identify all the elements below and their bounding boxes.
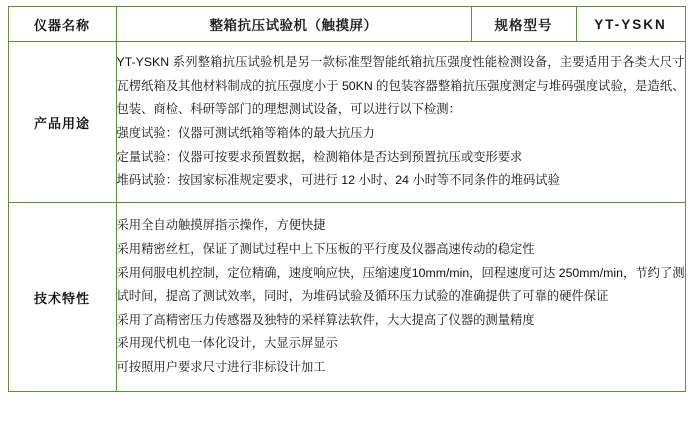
features-label: 技术特性 (8, 203, 116, 392)
usage-content (116, 42, 685, 203)
usage-paragraph-3: 定量试验：仪器可按要求预置数据，检测箱体是否达到预置抗压或变形要求 (116, 149, 523, 164)
feature-paragraph-5: 采用现代机电一体化设计，大显示屏显示 (116, 336, 338, 351)
feature-paragraph-2: 采用精密丝杠，保证了测试过程中上下压板的平行度及仪器高速传动的稳定性 (116, 241, 535, 256)
feature-paragraph-1: 采用全自动触摸屏指示操作，方便快捷 (116, 218, 326, 233)
table-row-features (8, 203, 685, 392)
feature-paragraph-4: 采用了高精密压力传感器及独特的采样算法软件，大大提高了仪器的测量精度 (116, 312, 535, 327)
table-row-header (8, 7, 685, 42)
model-label: 规格型号 (471, 7, 576, 42)
usage-paragraph-4: 堆码试验：按国家标准规定要求，可进行 12 小时、24 小时等不同条件的堆码试验 (116, 173, 560, 188)
instrument-name-value: 整箱抗压试验机（触摸屏） (116, 7, 471, 42)
model-value: YT-YSKN (576, 7, 685, 42)
instrument-name-label: 仪器名称 (8, 7, 116, 42)
feature-paragraph-3: 采用伺服电机控制，定位精确，速度响应快，压缩速度10mm/min，回程速度可达 250mm/min，节约了测试时间，提高了测试效率，同时，为堆码试验及循环压力试验的准确提供了可靠的硬件保证 (116, 265, 685, 304)
usage-paragraph-1: YT-YSKN 系列整箱抗压试验机是另一款标准型智能纸箱抗压强度性能检测设备，主要适用于各类大尺寸瓦楞纸箱及其他材料制成的抗压强度小于 50KN 的包装容器整箱抗压强度测定与堆码强度试验，是造纸、包装、商检、科研等部门的理想测试设备，可以进行以下检测： (116, 55, 685, 117)
specification-table (8, 6, 686, 392)
features-content (116, 203, 685, 392)
feature-paragraph-6: 可按照用户要求尺寸进行非标设计加工 (116, 360, 326, 375)
usage-paragraph-2: 强度试验：仪器可测试纸箱等箱体的最大抗压力 (116, 126, 375, 140)
usage-label: 产品用途 (8, 42, 116, 203)
table-row-usage (8, 42, 685, 203)
